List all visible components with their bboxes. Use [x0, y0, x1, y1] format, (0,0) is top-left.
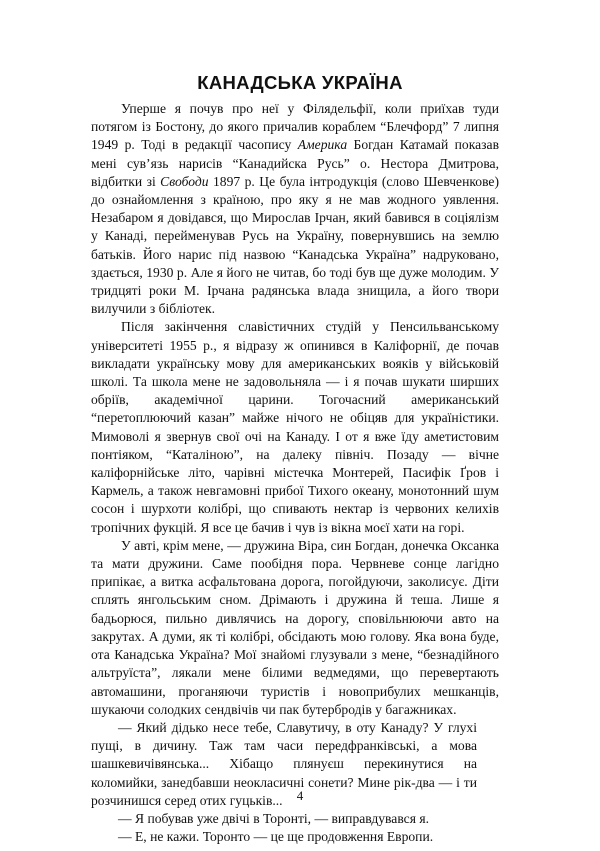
paragraph-3: У авті, крім мене, — дружина Віра, син Богдан, донечка Оксанка та мати дружини. Саме пообідня пора. Червневе сонце лагідно припікає, а витка асфальтована дорога, погойдуючи, заколисує. Діти сплять янгольським сном. Дрімають і дружина й теша. Лише я бадьорюся, пильно дивлячись на дорогу, сповільнюючи авто на закрутах. А думи, як ті колібрі, обсідають мою голову. Яка вона буде, ота Канадська Україна? Мої знайомі глузували з мене, “безнадійного альтруїста”, лякали мене білими ведмедями, що перевертають автомашини, проганяючи туристів і новоприбулих мешканців, шукаючи солодких сендвічів чи пак бутербродів у багажниках. [91, 537, 499, 717]
paragraph-1-part-b: Богдан Катамай показав мені сув’язь нарисів “Канадийска Русь” о. Нестора Дмитрова, відбитки зі [91, 137, 499, 189]
page-title: КАНАДСЬКА УКРАЇНА [197, 72, 403, 93]
paragraph-4: — Який дідько несе тебе, Славутичу, в оту Канаду? У глухі пущі, в дичину. Таж там часи передфранківські, а мова шашкевичівянська... Хібащо плянуєш перекинутися на коломийки, занедбавши неокласичні сонети? Мине рік-два — і ти розчинишся серед отих гуцьків... [91, 719, 477, 808]
page-number: 4 [296, 788, 304, 803]
paragraph-5: — Я побував уже двічі в Торонті, — виправдувався я. [118, 810, 430, 826]
magazine-name: Америка [297, 137, 348, 153]
body-text [91, 100, 499, 846]
paragraph-1-part-c: 1897 р. Це була інтродукція (слово Шевченкове) до ознайомлення з країною, про яку я не мав жодного уявлення. Незабаром я довідався, що Мирослав Ірчан, який бавився в соціялізм у Канаді, перейменував Русь на Україну, повернувшись на землю батьків. Його нарис під назвою “Канадська Україна” надруковано, здається, 1930 р. Але я його не читав, бо тоді був ще дуже молодим. У тридцяті роки М. Ірчана радянська влада знищила, а його твори вилучили з бібліотек. [91, 173, 499, 317]
paragraph-2: Після закінчення славістичних студій у Пенсильванському університеті 1955 р., я відразу ж опинився в Каліфорнії, де почав викладати українську мову для американських вояків у військовій школі. Та школа мене не задовольняла — і я почав шукати ширших обріїв, академічної царини. Тогочасний американський “перетоплюючий казан” майже нічого не обіцяв для україністики. Мимоволі я звернув свої очі на Канаду. І от я вже їду аметистовим понтіяком, “Каталіною”, на далеку північ. Позаду — вічне каліфорнійське літо, чарівні містечка Монтерей, Пасифік Ґров і Кармель, а також невгамовні прибої Тихого океану, монотонний шум сосон і шурхоти колібрі, що спивають нектар із червоних келихів тропічних фукцій. Я все це бачив і чув із вікна моєї хати на горі. [91, 319, 499, 535]
paragraph-6: — Е, не кажи. Торонто — це ще продовження Европи. [118, 829, 434, 845]
newspaper-name: Свободи [160, 173, 209, 189]
paragraph-1-part-a: Уперше я почув про неї у Філядельфії, коли приїхав туди потягом із Бостону, до якого причалив кораблем “Блечфорд” 7 липня 1949 р. Тоді в редакції часопису [91, 101, 499, 153]
paragraph-1 [91, 100, 499, 318]
